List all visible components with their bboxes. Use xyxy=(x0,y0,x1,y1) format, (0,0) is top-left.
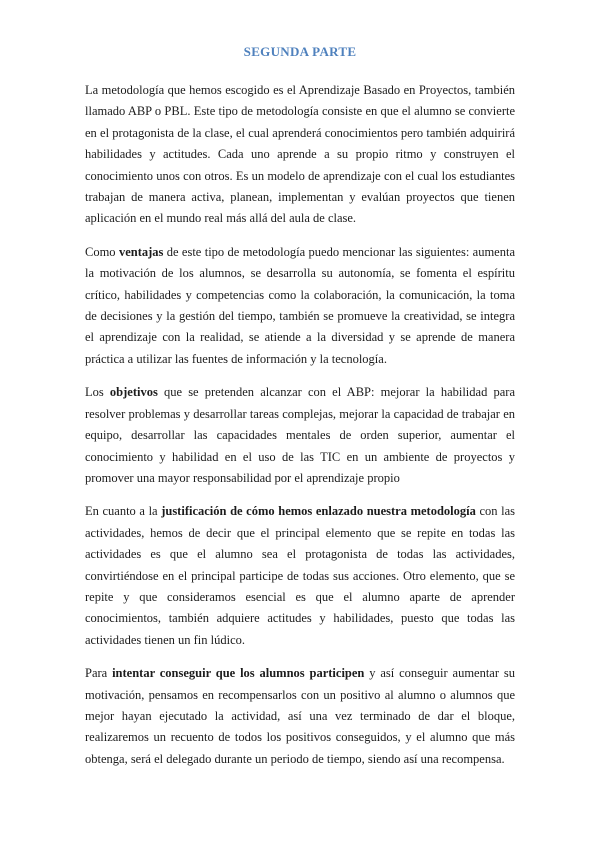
paragraph-objetivos xyxy=(85,382,515,489)
paragraph-bold-text: objetivos xyxy=(109,385,158,400)
paragraph-text: que se pretenden alcanzar con el ABP: mejorar la habilidad para resolver problemas y desarrollar tareas complejas, mejorar la capacidad de trabajar en equipo, desarrollar las capacidades mentales de orden superior, aumentar el conocimiento y habilidad en el uso de las TIC en un ambiente de proyectos y promover una mayor responsabilidad por el aprendizaje propio xyxy=(85,385,515,485)
paragraph-text: y así conseguir aumentar su motivación, pensamos en recompensarlos con un positivo al alumno o alumnos que mejor hayan ejecutado la actividad, así una vez terminado de dar el bloque, realizaremos un recuento de todos los positivos conseguidos, y el alumno que más obtenga, será el delegado durante un periodo de tiempo, siendo así una recompensa. xyxy=(85,666,515,766)
paragraph-bold-text: justificación de cómo hemos enlazado nuestra metodología xyxy=(161,504,476,519)
paragraph-bold-text: intentar conseguir que los alumnos participen xyxy=(112,666,365,681)
paragraph-text: de este tipo de metodología puedo mencionar las siguientes: aumenta la motivación de los alumnos, se desarrolla su autonomía, se fomenta el espíritu crítico, habilidades y competencias como la colaboración, la comunicación, la toma de decisiones y la gestión del tiempo, también se promueve la creatividad, se integra el aprendizaje con la realidad, se atiende a la diversidad y se aprende de manera práctica a utilizar las fuentes de información y la tecnología. xyxy=(85,244,515,366)
paragraph-ventajas xyxy=(85,242,515,370)
paragraph-text: Para xyxy=(85,666,113,681)
paragraph-bold-text: ventajas xyxy=(118,244,164,259)
paragraph-text: con las actividades, hemos de decir que el principal elemento que se repite en todas las actividades es que el alumno sea el protagonista de todas las actividades, convirtiéndose en el principal participe de todas sus acciones. Otro elemento, que se repite y que consideramos esencial es que el alumno aparte de aprender conocimientos, también adquiere actitudes y habilidades, puesto que todas las actividades tienen un fin lúdico. xyxy=(85,504,516,647)
paragraph-text: Los xyxy=(85,385,110,400)
paragraph-text: La metodología que hemos escogido es el Aprendizaje Basado en Proyectos, también llamado ABP o PBL. Este tipo de metodología consiste en que el alumno se convierte en el protagonista de la clase, el cual aprenderá conocimientos pero también adquirirá habilidades y actitudes. Cada uno aprende a su propio ritmo y construyen el conocimiento unos con otros. Es un modelo de aprendizaje con el cual los estudiantes trabajan de manera activa, planean, implementan y evalúan proyectos que tienen aplicación en el mundo real más allá del aula de clase. xyxy=(85,83,515,226)
paragraph-text: En cuanto a la xyxy=(85,504,162,519)
page-title: SEGUNDA PARTE xyxy=(243,44,357,59)
paragraph-justificacion xyxy=(85,501,515,651)
paragraph-participacion xyxy=(85,663,515,770)
paragraph-methodology xyxy=(85,80,515,230)
paragraph-text: Como xyxy=(85,244,119,259)
